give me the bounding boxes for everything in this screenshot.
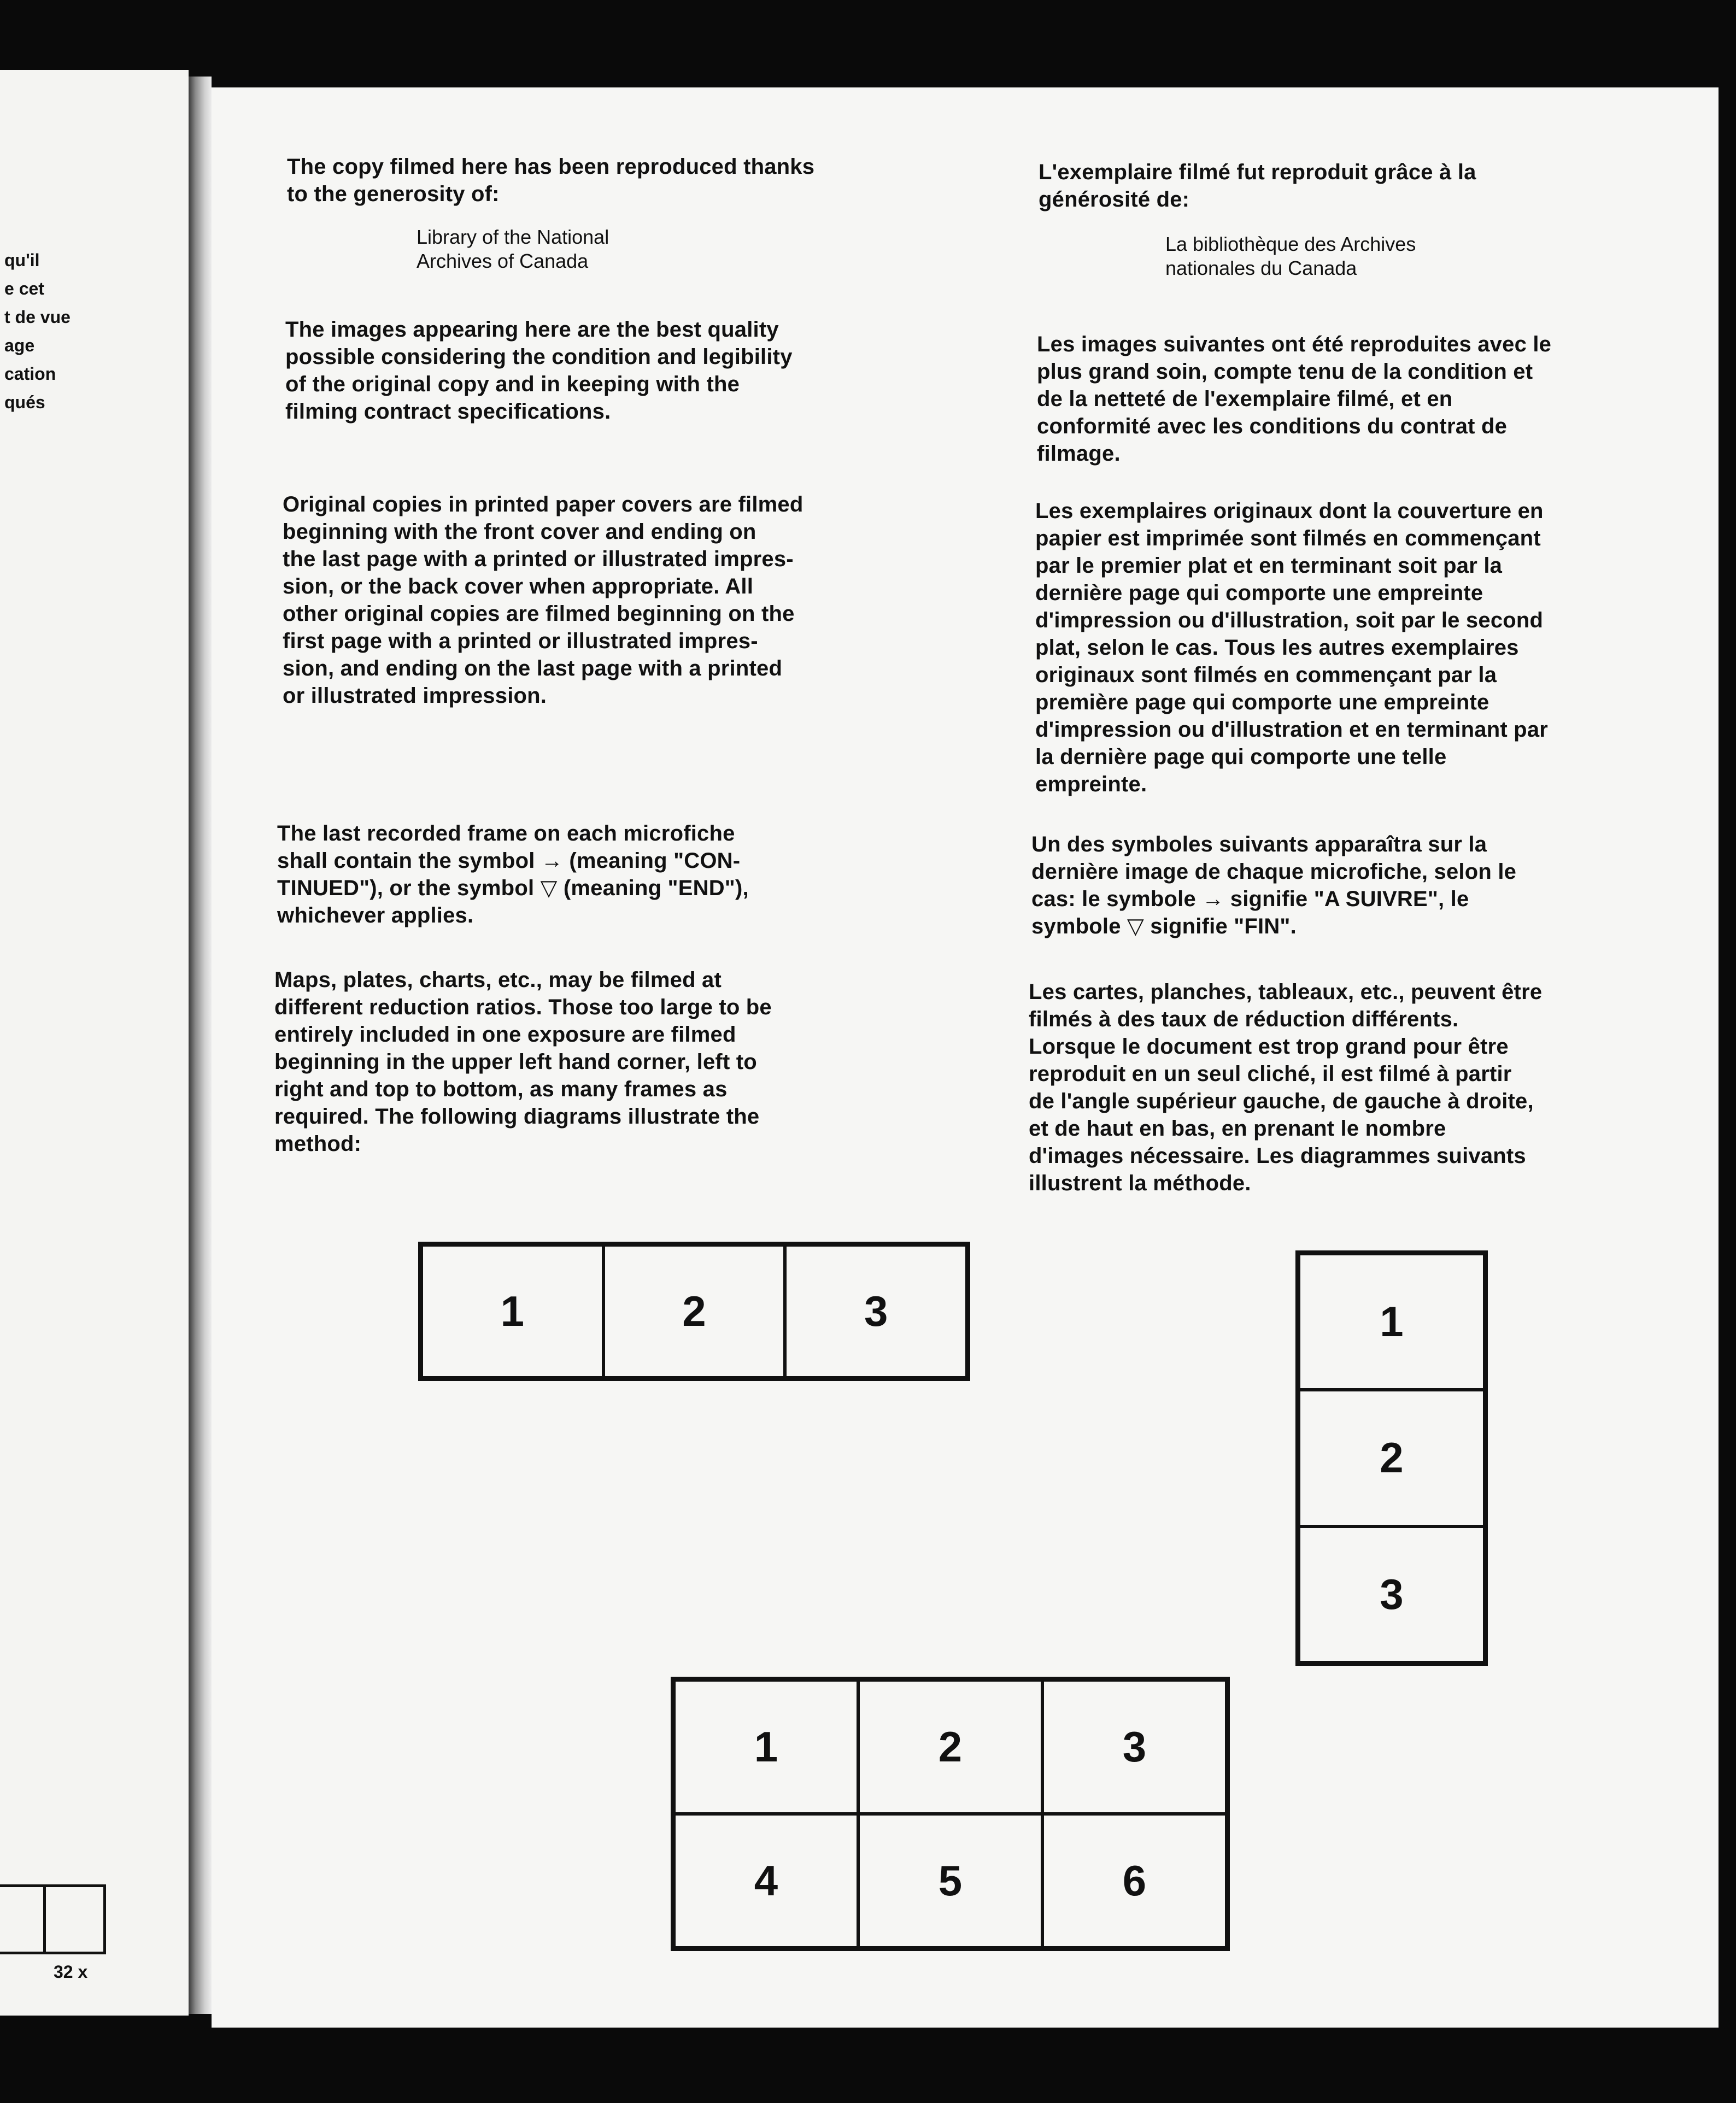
french-symbols-paragraph: Un des symboles suivants apparaîtra sur la dernière image de chaque microfiche, selon le cas: le symbole → signifie "A SUIVRE", le symbole ▽ signifie "FIN". — [1031, 832, 1517, 938]
english-symbols-paragraph: The last recorded frame on each microfiche shall contain the symbol → (meaning "CON- TINUED"), or the symbol ▽ (meaning "END"), whichever applies. — [277, 821, 749, 927]
french-quality-paragraph: Les images suivantes ont été reproduites avec le plus grand soin, compte tenu de la condition et de la netteté de l'exemplaire filmé, et en conformité avec les conditions du contrat de filmage. — [1037, 332, 1552, 466]
reduction-label: 32 x — [54, 1962, 88, 1982]
french-library-name: La bibliothèque des Archives nationales du Canada — [1165, 233, 1416, 279]
french-covers-paragraph: Les exemplaires originaux dont la couverture en papier est imprimée sont filmés en commençant par le premier plat et en terminant soit par la dernière page qui comporte une empreinte d'impression ou d'illustration, soit par le second plat, selon le cas. Tous les autres exemplaires originaux sont filmés en commençant par la première page qui comporte une empreinte d'impression ou d'illustration et en terminant par la dernière page qui comporte une telle empreinte. — [1035, 499, 1549, 796]
horizontal-frames-diagram — [418, 1242, 970, 1381]
frame-cell: 1 — [1299, 1254, 1485, 1390]
left-page — [0, 70, 189, 2016]
main-page — [212, 87, 1719, 2028]
left-fragment: e cet — [4, 279, 44, 298]
book-spine — [189, 77, 212, 2014]
frame-cell: 2 — [858, 1680, 1042, 1814]
english-library-name: Library of the National Archives of Canada — [417, 226, 609, 272]
frame-cell: 2 — [1299, 1390, 1485, 1526]
frame-cell: 3 — [1042, 1680, 1227, 1814]
vertical-frames-diagram — [1295, 1250, 1488, 1666]
english-quality-paragraph: The images appearing here are the best quality possible considering the condition and legibility of the original copy and in keeping with the filming contract specifications. — [285, 318, 793, 424]
left-fragment: cation — [4, 364, 56, 384]
left-frame-diagram — [0, 1884, 106, 1954]
frame-cell: 5 — [858, 1814, 1042, 1948]
frame-cell: 2 — [603, 1245, 785, 1378]
english-maps-paragraph: Maps, plates, charts, etc., may be filmed at different reduction ratios. Those too large to be entirely included in one exposure are filmed beginning in the upper left hand corner, left to right and top to bottom, as many frames as required. The following diagrams illustrate the method: — [274, 968, 772, 1156]
left-fragment: qu'il — [4, 250, 40, 270]
left-fragment: age — [4, 336, 35, 355]
frame-cell: 1 — [674, 1680, 858, 1814]
frame-cell: 6 — [1042, 1814, 1227, 1948]
left-fragment: qués — [4, 392, 45, 412]
french-intro: L'exemplaire filmé fut reproduit grâce à la générosité de: — [1039, 160, 1476, 212]
english-intro: The copy filmed here has been reproduced thanks to the generosity of: — [287, 155, 815, 206]
frame-cell: 4 — [674, 1814, 858, 1948]
frame-cell: 3 — [1299, 1526, 1485, 1663]
grid-frames-diagram — [671, 1677, 1230, 1951]
frame-cell: 1 — [421, 1245, 603, 1378]
french-maps-paragraph: Les cartes, planches, tableaux, etc., peuvent être filmés à des taux de réduction différents. Lorsque le document est trop grand pour être reproduit en un seul cliché, il est filmé à partir de l'angle supérieur gauche, de gauche à droite, et de haut en bas, en prenant le nombre d'images nécessaire. Les diagrammes suivants illustrent la méthode. — [1029, 980, 1543, 1195]
frame-cell: 3 — [785, 1245, 967, 1378]
english-covers-paragraph: Original copies in printed paper covers are filmed beginning with the front cover and ending on the last page with a printed or illustrated impres- sion, or the back cover when appropriate. All other original copies are filmed beginning on the first page with a printed or illustrated impres- sion, and ending on the last page with a printed or illustrated impression. — [283, 492, 804, 708]
left-fragment: t de vue — [4, 307, 71, 327]
